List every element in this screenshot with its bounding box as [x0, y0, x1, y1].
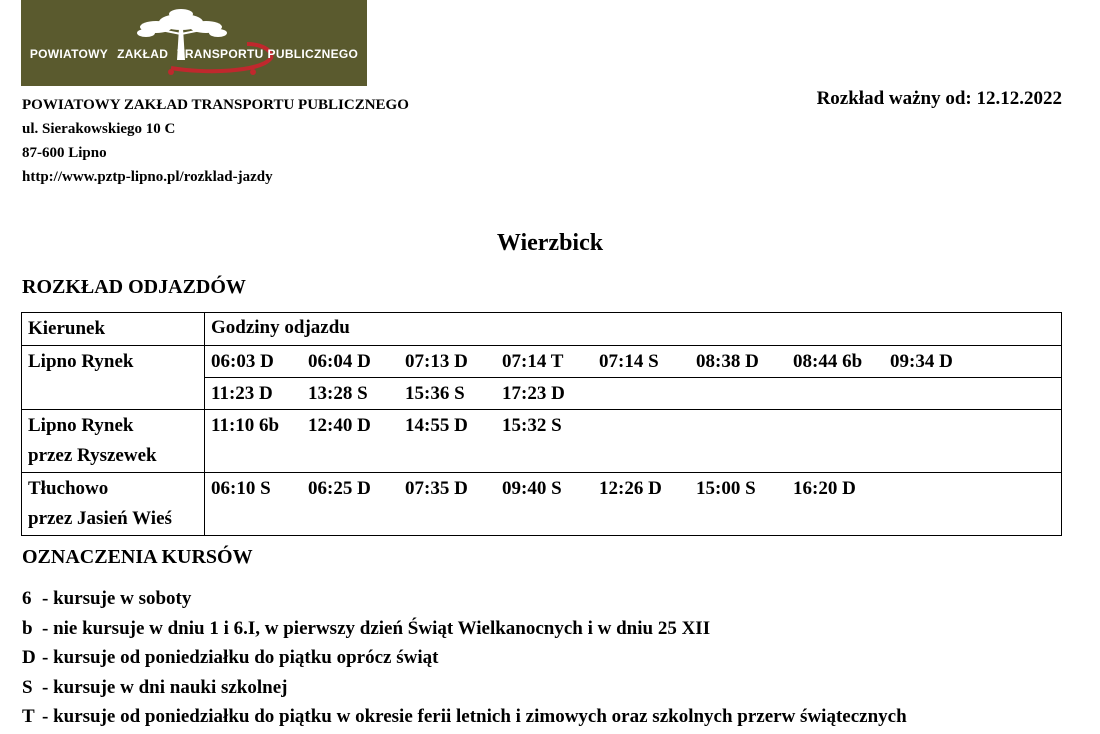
times-cell — [205, 346, 1062, 410]
departure-time: 08:44 6b — [793, 351, 863, 372]
legend-text: - nie kursuje w dniu 1 i 6.I, w pierwszy dzień Świąt Wielkanocnych i w dniu 25 XII — [42, 617, 711, 639]
departure-time: 09:40 S — [502, 478, 562, 499]
direction-line: Tłuchowo — [28, 478, 109, 499]
departure-time: 15:32 S — [502, 415, 562, 436]
time-line — [205, 377, 1061, 409]
timetable-header — [22, 313, 1062, 346]
departure-time: 07:14 S — [599, 351, 659, 372]
table-row — [22, 410, 1062, 473]
company-address — [22, 93, 409, 189]
departure-time: 06:25 D — [308, 478, 371, 499]
departure-time: 06:04 D — [308, 351, 371, 372]
departure-time: 16:20 D — [793, 478, 856, 499]
legend-code: T — [22, 706, 35, 727]
departure-time: 11:23 D — [211, 383, 273, 404]
direction-line: przez Ryszewek — [28, 445, 157, 466]
direction-cell — [22, 346, 205, 410]
departure-time: 15:00 S — [696, 478, 756, 499]
departure-time: 07:13 D — [405, 351, 468, 372]
departure-time: 13:28 S — [308, 383, 368, 404]
departure-time: 09:34 D — [890, 351, 953, 372]
legend-code: S — [22, 676, 33, 698]
legend-text: - kursuje w dni nauki szkolnej — [42, 676, 288, 698]
direction-line: Lipno Rynek — [28, 351, 134, 372]
tree-bus-icon — [21, 0, 367, 86]
departure-time: 12:40 D — [308, 415, 371, 436]
header-times: Godziny odjazdu — [205, 313, 1062, 346]
departure-time: 12:26 D — [599, 478, 662, 499]
company-url[interactable]: http://www.pztp-lipno.pl/rozklad-jazdy — [22, 169, 273, 185]
legend — [22, 584, 907, 732]
company-city: 87-600 Lipno — [22, 145, 107, 161]
departure-time: 06:10 S — [211, 478, 271, 499]
departure-time: 07:35 D — [405, 478, 468, 499]
time-line — [211, 473, 1061, 504]
direction-cell — [22, 410, 205, 473]
legend-item — [22, 584, 907, 614]
departure-time: 14:55 D — [405, 415, 468, 436]
logo-word: POWIATOWY — [29, 47, 109, 61]
legend-code: D — [22, 647, 36, 668]
legend-item — [22, 702, 907, 732]
departure-time: 06:03 D — [211, 351, 274, 372]
time-line — [211, 410, 1061, 441]
legend-text: - kursuje od poniedziałku do piątku w okresie ferii letnich i zimowych oraz szkolnych przerw świątecznych — [42, 706, 907, 727]
departure-time: 15:36 S — [405, 383, 465, 404]
table-row — [22, 473, 1062, 536]
legend-item — [22, 673, 907, 703]
legend-item — [22, 643, 907, 673]
timetable — [21, 312, 1062, 536]
legend-code: b — [22, 617, 33, 639]
header-direction: Kierunek — [22, 313, 205, 346]
departure-time: 11:10 6b — [211, 415, 280, 436]
departure-time: 17:23 D — [502, 383, 565, 404]
departures-title: ROZKŁAD ODJAZDÓW — [22, 276, 246, 298]
legend-text: - kursuje w soboty — [42, 588, 192, 609]
departure-time: 07:14 T — [502, 351, 564, 372]
direction-cell — [22, 473, 205, 536]
logo-word: ZAKŁAD — [117, 47, 169, 61]
logo-word: TRANSPORTU — [177, 47, 264, 61]
direction-line: Lipno Rynek — [28, 415, 134, 436]
departure-time: 08:38 D — [696, 351, 759, 372]
table-row — [22, 346, 1062, 410]
legend-item — [22, 614, 907, 644]
legend-title: OZNACZENIA KURSÓW — [22, 546, 253, 568]
legend-text: - kursuje od poniedziałku do piątku oprócz świąt — [42, 647, 439, 668]
times-cell — [205, 473, 1062, 536]
stop-name: Wierzbick — [496, 230, 604, 256]
time-line — [211, 346, 1061, 377]
times-cell — [205, 410, 1062, 473]
company-name: POWIATOWY ZAKŁAD TRANSPORTU PUBLICZNEGO — [22, 97, 409, 113]
company-logo — [21, 0, 367, 86]
valid-from: Rozkład ważny od: 12.12.2022 — [816, 88, 1062, 109]
logo-word: PUBLICZNEGO — [267, 47, 359, 61]
legend-code: 6 — [22, 588, 32, 609]
company-street: ul. Sierakowskiego 10 C — [22, 121, 176, 137]
direction-line: przez Jasień Wieś — [28, 508, 172, 529]
